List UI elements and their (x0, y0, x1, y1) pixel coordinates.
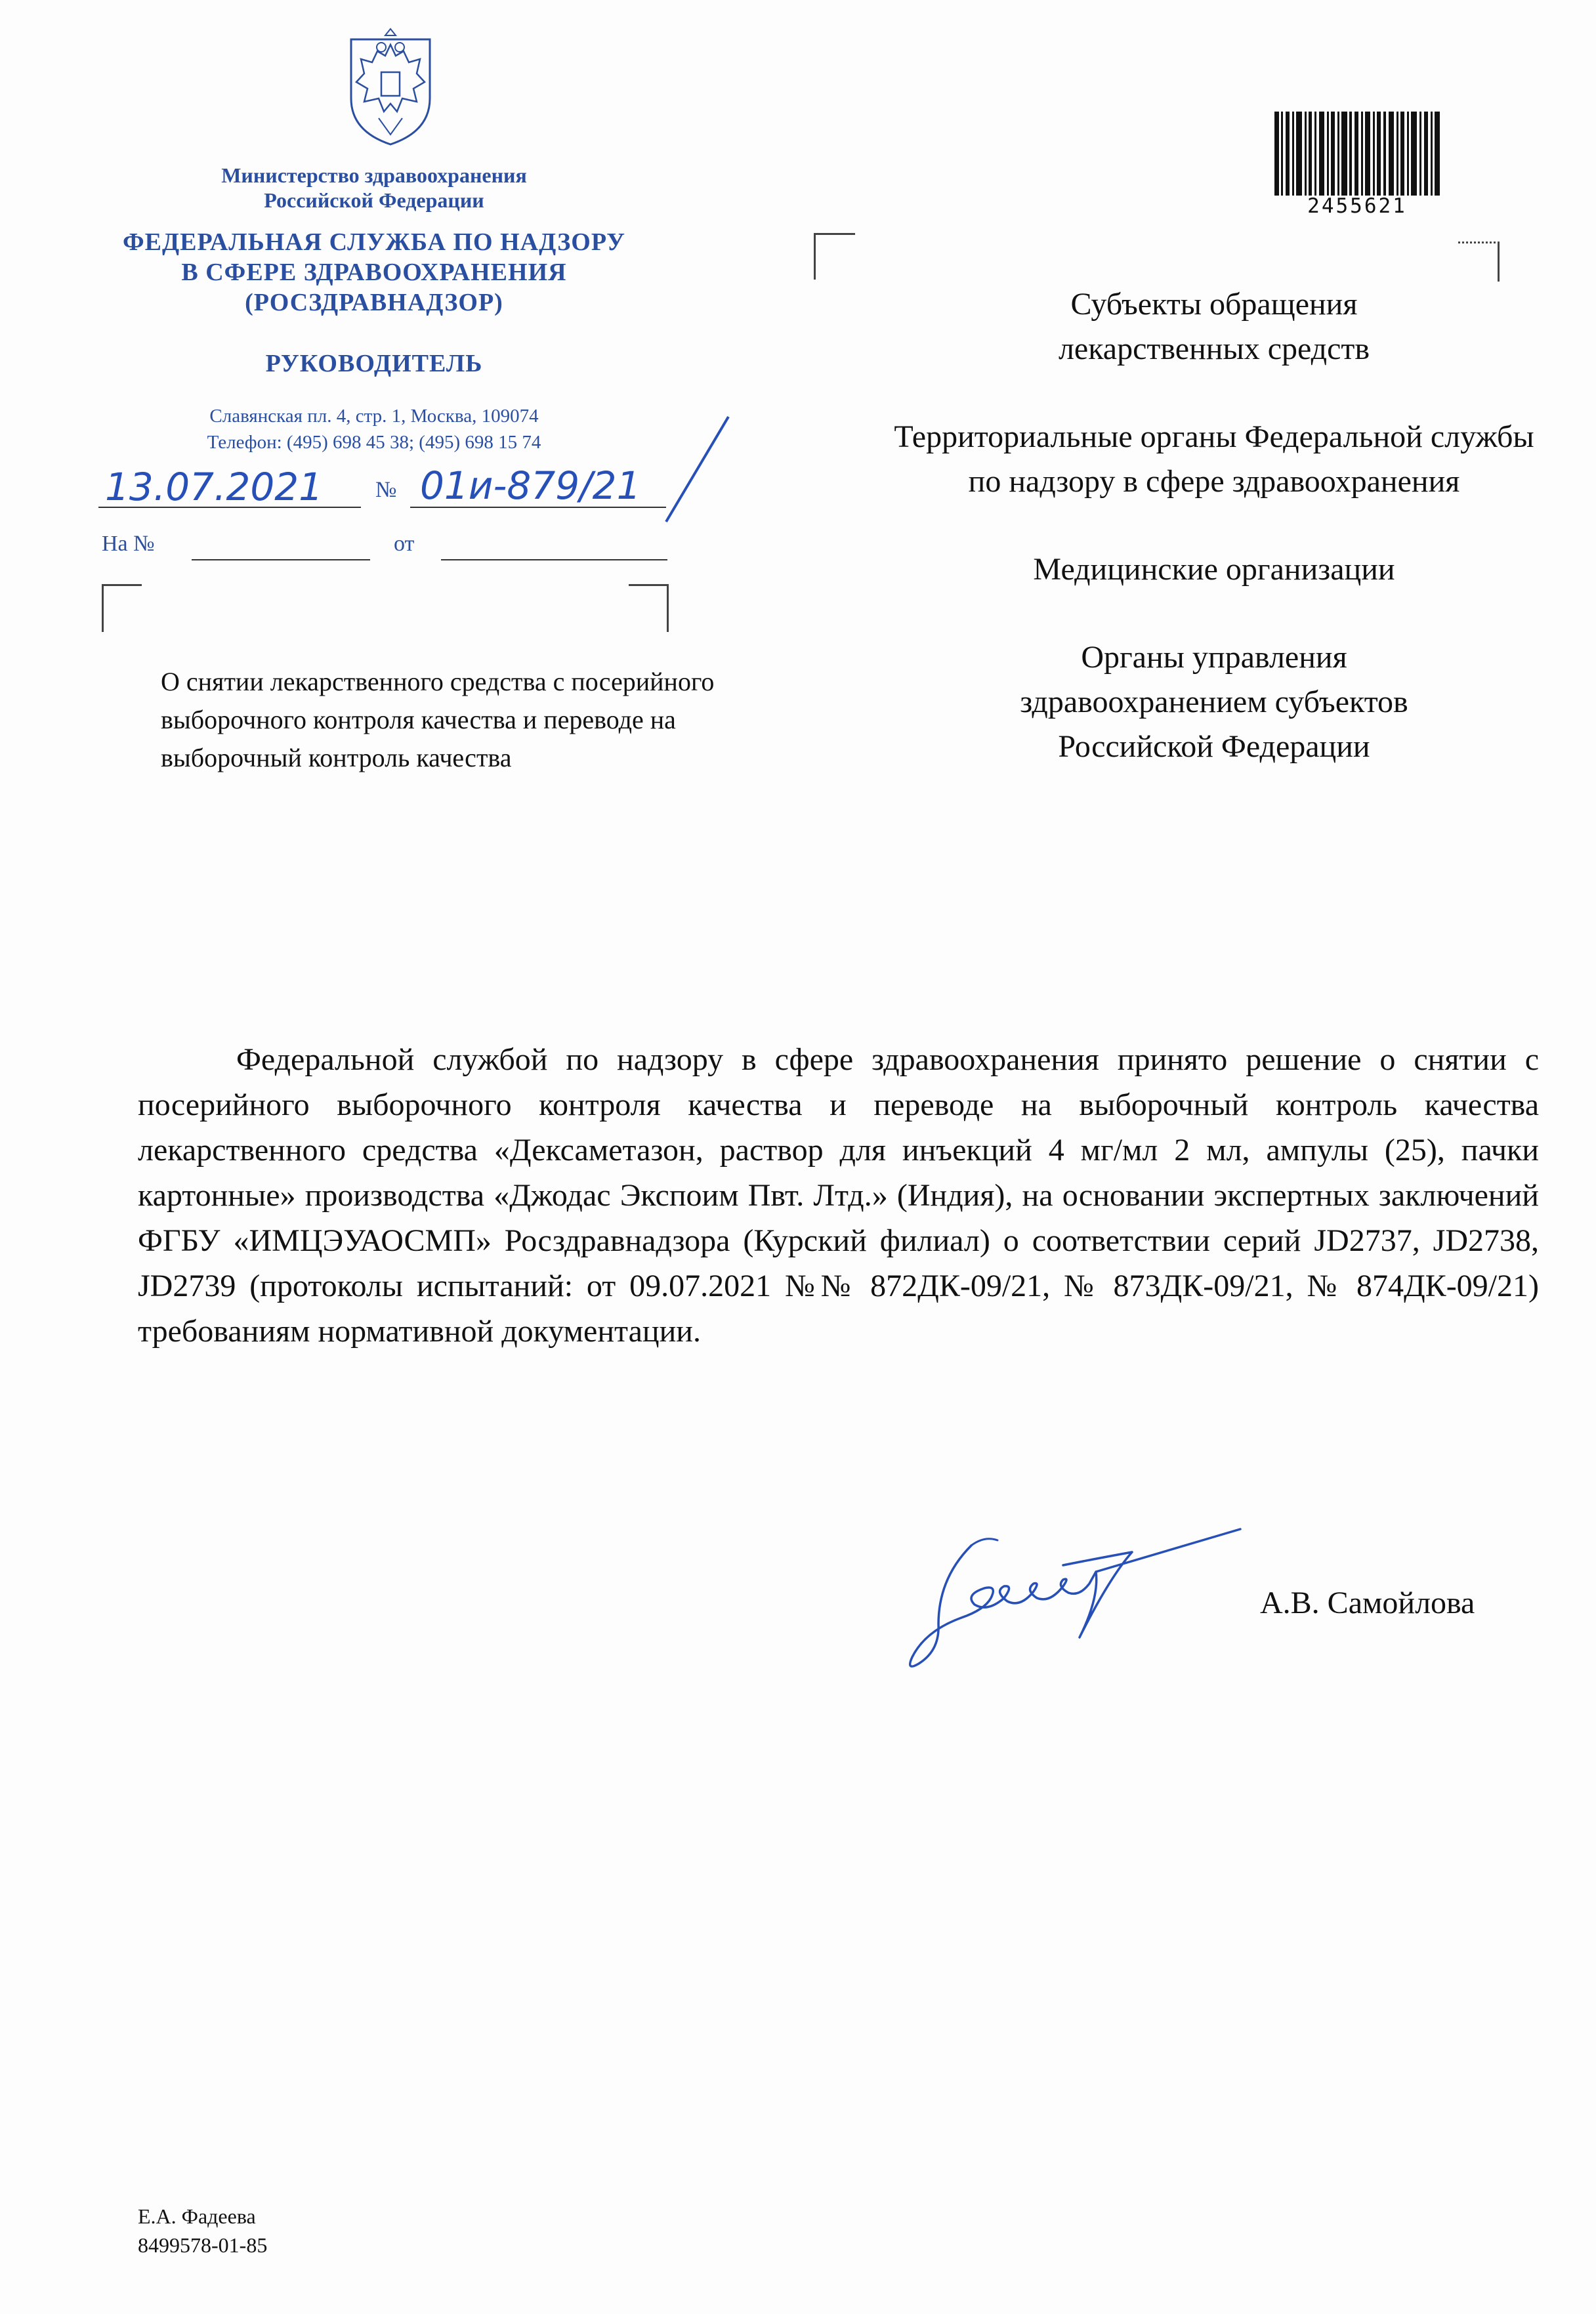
recipient-bracket-right (1458, 242, 1500, 282)
coat-of-arms-emblem (338, 26, 443, 148)
number-slash-stroke (656, 413, 735, 525)
from-label: от (394, 532, 415, 556)
subject-text: О снятии лекарственного средства с посерийного выборочного контроля качества и переводе на выборочный контроль качества (161, 667, 715, 772)
recipient-item: Территориальные органы Федеральной службы по надзору в сфере здравоохранения (894, 419, 1534, 499)
recipient-bracket-left (814, 233, 855, 280)
letter-body: Федеральной службой по надзору в сфере здравоохранения принято решение о снятии с посерийного выборочного контроля качества и переводе на выборочный контроль качества лекарственного средства «Дексаметазон, раствор для инъекций 4 мг/мл 2 мл, ампулы (25), пачки картонные» производства «Джодас Экспоим Пвт. Лтд.» (Индия), на основании экспертных заключений ФГБУ «ИМЦЭУАОСМП» Росздравнадзора (Курский филиал) о соответствии серий JD2737, JD2738, JD2739 (протоколы испытаний: от 09.07.2021 №№ 872ДК-09/21, № 873ДК-09/21, № 874ДК-09/21) требованиям нормативной документации. (138, 1042, 1539, 1349)
executor-info (138, 2202, 267, 2260)
ministry-name: Министерство здравоохранения Российской Федерации (221, 163, 527, 212)
barcode-number: 2455621 (1307, 194, 1407, 218)
barcode (1274, 112, 1440, 196)
recipient-item: Субъекты обращения лекарственных средств (1058, 287, 1370, 366)
date-underline (98, 507, 361, 508)
from-underline (441, 559, 667, 560)
position-title: РУКОВОДИТЕЛЬ (265, 350, 483, 377)
reply-to-label: На № (102, 532, 155, 556)
subject-bracket-left (102, 584, 142, 632)
recipient-item: Органы управления здравоохранением субъектов Российской Федерации (1020, 640, 1408, 764)
number-label: № (375, 478, 397, 502)
recipient-item: Медицинские организации (1033, 552, 1395, 587)
subject-bracket-right (629, 584, 669, 632)
registration-date: 13.07.2021 (105, 465, 324, 509)
executor-phone: 8499578-01-85 (138, 2233, 268, 2257)
handwritten-signature (899, 1500, 1293, 1683)
contact-info: Славянская пл. 4, стр. 1, Москва, 109074 Телефон: (495) 698 45 38; (495) 698 15 74 (207, 406, 541, 453)
number-underline (410, 507, 666, 508)
recipients-block (886, 282, 1542, 812)
agency-name: ФЕДЕРАЛЬНАЯ СЛУЖБА ПО НАДЗОРУ В СФЕРЕ ЗДРАВООХРАНЕНИЯ (РОСЗДРАВНАДЗОР) (123, 228, 625, 316)
executor-name: Е.А. Фадеева (138, 2204, 256, 2228)
reply-to-underline (192, 559, 370, 560)
registration-number: 01и-879/21 (420, 463, 641, 508)
signer-name: А.В. Самойлова (1260, 1586, 1475, 1620)
